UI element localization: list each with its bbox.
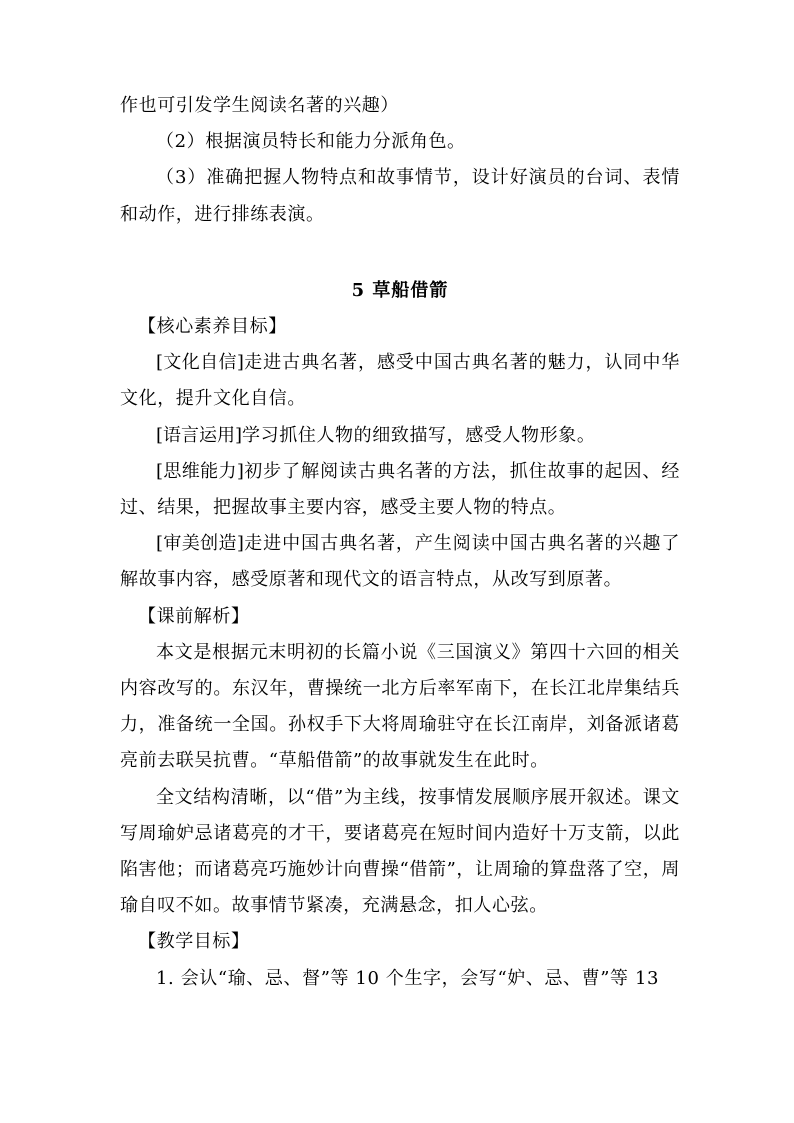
goal-text: 走进中国古典名著，产生阅读中国古典名著的兴趣了解故事内容，感受原著和现代文的语言特点，从改写到原著。: [120, 533, 680, 591]
goal-text: 初步了解阅读古典名著的方法，抓住故事的起因、经过、结果，把握故事主要内容，感受主要人物的特点。: [120, 460, 680, 519]
goal-cultural-confidence: [120, 345, 680, 417]
goal-text: 走进古典名著，感受中国古典名著的魅力，认同中华文化，提升文化自信。: [120, 352, 680, 410]
goal-tag: [文化自信]: [156, 352, 244, 374]
teaching-goals-heading: 【教学目标】: [138, 931, 250, 953]
lesson-title: 5 草船借箭: [351, 279, 449, 301]
goal-thinking-ability: [120, 454, 680, 526]
page-content: [120, 88, 680, 997]
teaching-goal-item: 1. 会认“瑜、忌、督”等 10 个生字，会写“妒、忌、曹”等 13: [156, 967, 660, 989]
goal-tag: [审美创造]: [156, 533, 244, 555]
performance-step-2: （2）根据演员特长和能力分派角色。: [156, 131, 466, 153]
analysis-paragraph: 全文结构清晰，以“借”为主线，按事情发展顺序展开叙述。课文写周瑜妒忌诸葛亮的才干，要诸葛亮在短时间内造好十万支箭，以此陷害他；而诸葛亮巧施妙计向曹操“借箭”，让周瑜的算盘落了空，周瑜自叹不如。故事情节紧凑，充满悬念，扣人心弦。: [120, 786, 680, 917]
analysis-paragraph: 本文是根据元末明初的长篇小说《三国演义》第四十六回的相关内容改写的。东汉年，曹操统一北方后率军南下，在长江北岸集结兵力，准备统一全国。孙权手下大将周瑜驻守在长江南岸，刘备派诸葛亮前去联吴抗曹。“草船借箭”的故事就发生在此时。: [120, 641, 680, 772]
section-gap: [120, 233, 680, 269]
goal-language-use: [120, 418, 680, 454]
goal-text: 学习抓住人物的细致描写，感受人物形象。: [242, 424, 596, 446]
goal-aesthetic-creation: [120, 526, 680, 598]
performance-step-3: （3）准确把握人物特点和故事情节，设计好演员的台词、表情和动作，进行排练表演。: [120, 167, 680, 225]
goal-tag: [语言运用]: [156, 424, 243, 446]
continuation-line: 作也可引发学生阅读名著的兴趣）: [120, 95, 399, 116]
core-goals-heading: 【核心素养目标】: [138, 316, 287, 338]
goal-tag: [思维能力]: [156, 460, 244, 482]
pre-class-analysis-heading: 【课前解析】: [138, 605, 250, 627]
